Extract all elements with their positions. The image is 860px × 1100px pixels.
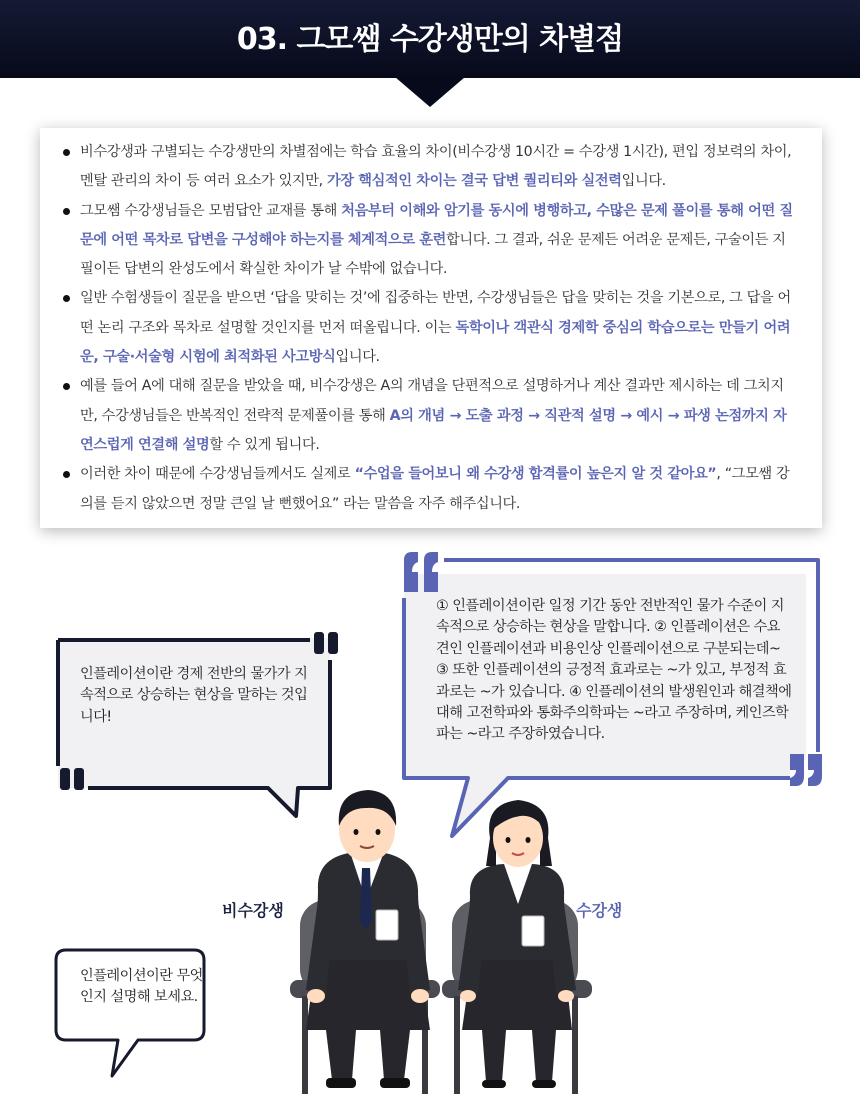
- page-title: 03. 그모쌤 수강생만의 차별점: [236, 22, 624, 57]
- body-text: 이러한 차이 때문에 수강생님들께서도 실제로: [80, 466, 355, 483]
- body-text: 예를 들어 A에 대해 질문을 받았을 때, 비수강생은 A의 개념을 단편적으로 설명하거나 계산 결과만 제시하는 데 그치지만, 수강생님들은 반복적인 전략적 문제풀이를 통해: [80, 378, 784, 424]
- body-text: 비수강생과 구별되는 수강생만의 차별점에는 학습 효율의 차이(비수강생 10시간 = 수강생 1시간), 편입 정보력의 차이, 멘탈 관리의 차이 등 여러 요소가 있지만,: [80, 144, 792, 190]
- body-text: 합니다. 그 결과, 쉬운 문제든 어려운 문제든, 구술이든 지필이든 답변의 완성도에서 확실한 차이가 날 수밖에 없습니다.: [80, 231, 786, 278]
- non-student-label: 비수강생: [222, 901, 284, 920]
- body-text: 할 수 있게 됩니다.: [209, 436, 320, 453]
- highlight-text: 독학이나 객관식 경제학 중심의 학습으로는 만들기 어려운, 구술·서술형 시험에 최적화된 사고방식: [80, 319, 791, 366]
- body-text: 일반 수험생들이 질문을 받으면 ‘답을 맞히는 것’에 집중하는 반면, 수강생님들은 답을 맞히는 것을 기본으로, 그 답을 어떤 논리 구조와 목차로 설명할 것인지를 먼저 떠올립니다. 이는: [80, 290, 791, 336]
- highlight-text: “수업을 들어보니 왜 수강생 합격률이 높은지 알 것 같아요”: [354, 466, 717, 483]
- body-text: 입니다.: [621, 173, 666, 190]
- highlight-text: 처음부터 이해와 암기를 동시에 병행하고, 수많은 문제 풀이를 통해 어떤 질문에 어떤 목차로 답변을 구성해야 하는지를 체계적으로 훈련: [80, 202, 793, 248]
- body-text: , “그모쌤 강의를 듣지 않았으면 정말 큰일 날 뻔했어요” 라는 말씀을 자주 해주십니다.: [80, 466, 790, 512]
- highlight-text: 가장 핵심적인 차이는 결국 답변 퀄리티와 실전력: [326, 173, 622, 190]
- body-text: 입니다.: [335, 349, 380, 366]
- non-student-answer-text: 인플레이션이란 경제 전반의 물가가 지속적으로 상승하는 현상을 말하는 것입니다!: [80, 666, 308, 725]
- student-label: 수강생: [576, 901, 623, 920]
- question-text: 인플레이션이란 무엇인지 설명해 보세요.: [80, 968, 203, 1006]
- student-figure: [458, 800, 576, 1088]
- body-text: 그모쌤 수강생님들은 모범답안 교재를 통해: [80, 202, 342, 219]
- non-student-figure: [306, 790, 430, 1088]
- student-answer-text: ① 인플레이션이란 일정 기간 동안 전반적인 물가 수준이 지속적으로 상승하는 현상을 말합니다. ② 인플레이션은 수요견인 인플레이션과 비용인상 인플레이션으로 구분되는데~ ③ 또한 인플레이션의 긍정적 효과로는 ~가 있고, 부정적 효과로는 ~가 있습니다. ④ 인플레이션의 발생원인과 해결책에 대해 고전학파와 통화주의학파는 ~라고 주장하며, 케인즈학파는 ~라고 주장하였습니다.: [436, 598, 792, 743]
- highlight-text: A의 개념 → 도출 과정 → 직관적 설명 → 예시 → 파생 논점까지 자연스럽게 연결해 설명: [80, 407, 787, 453]
